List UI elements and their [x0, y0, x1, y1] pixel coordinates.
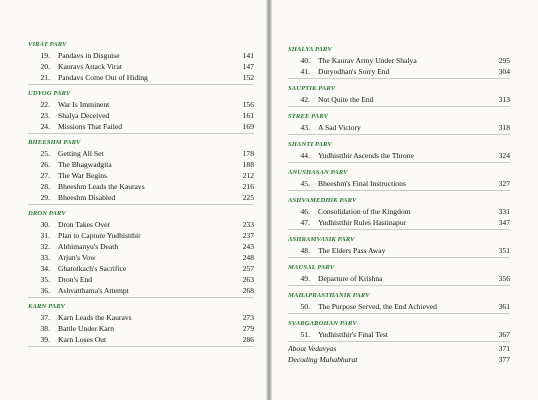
chapter-number: 26. — [40, 160, 50, 169]
contents-entry — [28, 99, 254, 110]
chapter-title: Arjun's Vow — [58, 253, 96, 262]
page-number: 212 — [242, 171, 254, 180]
chapter-number: 27. — [40, 171, 50, 180]
chapter-number: 25. — [40, 149, 50, 158]
chapter-number: 20. — [40, 62, 50, 71]
chapter-title: Ashvatthama's Attempt — [58, 286, 129, 295]
contents-entry — [28, 323, 254, 334]
section-heading: STREE PARV — [288, 113, 329, 120]
chapter-number: 34. — [40, 264, 50, 273]
page-number: 161 — [242, 111, 254, 120]
page-number: 318 — [498, 123, 510, 132]
contents-entry — [28, 219, 254, 230]
chapter-number: 19. — [40, 51, 50, 60]
chapter-title: Bheeshm Disabled — [58, 193, 116, 202]
contents-entry — [288, 329, 510, 340]
section-heading: KARN PARV — [28, 303, 66, 310]
divider-rule — [288, 134, 510, 135]
divider-rule — [28, 297, 254, 298]
contents-entry — [28, 72, 254, 83]
page-number: 248 — [242, 253, 254, 262]
chapter-number: 51. — [300, 330, 310, 339]
contents-entry — [288, 217, 510, 228]
chapter-number: 24. — [40, 122, 50, 131]
page-number: 216 — [242, 182, 254, 191]
contents-entry — [28, 263, 254, 274]
chapter-number: 37. — [40, 313, 50, 322]
appendix-title: Decoding Mahabharat — [288, 355, 358, 364]
contents-entry — [28, 50, 254, 61]
section-heading: BHEESHM PARV — [28, 139, 81, 146]
contents-entry — [28, 274, 254, 285]
chapter-title: The Bhagwadgita — [58, 160, 112, 169]
section-heading: DRON PARV — [28, 210, 66, 217]
chapter-number: 47. — [300, 218, 310, 227]
chapter-title: Karn Loses Out — [58, 335, 107, 344]
page-number: 237 — [242, 231, 254, 240]
page-number: 169 — [242, 122, 254, 131]
chapter-number: 49. — [300, 274, 310, 283]
chapter-title: Dron Takes Over — [58, 220, 111, 229]
contents-entry — [28, 312, 254, 323]
divider-rule — [288, 106, 510, 107]
divider-rule — [28, 346, 254, 347]
chapter-number: 39. — [40, 335, 50, 344]
divider-rule — [288, 229, 510, 230]
page-number: 178 — [242, 149, 254, 158]
section-heading: SHANTI PARV — [288, 141, 332, 148]
chapter-title: Abhimanyu's Death — [58, 242, 119, 251]
contents-entry — [288, 66, 510, 77]
page-number: 331 — [498, 207, 510, 216]
page-number: 156 — [242, 100, 254, 109]
page-number: 257 — [242, 264, 254, 273]
contents-entry — [288, 206, 510, 217]
contents-entry — [28, 252, 254, 263]
page-number: 327 — [498, 179, 510, 188]
chapter-title: Duryodhan's Sorry End — [318, 67, 390, 76]
page-number: 225 — [242, 193, 254, 202]
chapter-number: 31. — [40, 231, 50, 240]
chapter-title: The Purpose Served, the End Achieved — [318, 302, 437, 311]
chapter-number: 32. — [40, 242, 50, 251]
divider-rule — [288, 78, 510, 79]
divider-rule — [288, 257, 510, 258]
page-number: 356 — [498, 274, 510, 283]
divider-rule — [28, 133, 254, 134]
section-heading: SHALYA PARV — [288, 46, 332, 53]
appendix-entry — [288, 354, 510, 365]
chapter-number: 21. — [40, 73, 50, 82]
chapter-number: 45. — [300, 179, 310, 188]
chapter-number: 30. — [40, 220, 50, 229]
chapter-number: 46. — [300, 207, 310, 216]
page-number: 263 — [242, 275, 254, 284]
contents-entry — [288, 273, 510, 284]
right-page — [270, 0, 538, 400]
page-number: 233 — [242, 220, 254, 229]
chapter-title: Pandavs in Disguise — [58, 51, 120, 60]
divider-rule — [288, 313, 510, 314]
contents-list-left — [28, 36, 254, 348]
chapter-number: 36. — [40, 286, 50, 295]
divider-rule — [28, 84, 254, 85]
chapter-number: 50. — [300, 302, 310, 311]
page-number: 324 — [498, 151, 510, 160]
chapter-title: The War Begins — [58, 171, 108, 180]
chapter-title: Consolidation of the Kingdom — [318, 207, 411, 216]
page-number: 147 — [242, 62, 254, 71]
contents-entry — [288, 122, 510, 133]
page-number: 243 — [242, 242, 254, 251]
contents-entry — [28, 192, 254, 203]
page-number: 279 — [242, 324, 254, 333]
divider-rule — [288, 285, 510, 286]
page-number: 273 — [242, 313, 254, 322]
divider-rule — [288, 162, 510, 163]
page-number: 188 — [242, 160, 254, 169]
chapter-title: Kauravs Attack Virat — [58, 62, 122, 71]
chapter-number: 42. — [300, 95, 310, 104]
page-number: 286 — [242, 335, 254, 344]
section-heading: VIRAT PARV — [28, 41, 67, 48]
page-number: 304 — [498, 67, 510, 76]
chapter-title: Getting All Set — [58, 149, 104, 158]
page-number: 371 — [498, 344, 510, 353]
chapter-number: 43. — [300, 123, 310, 132]
page-number: 351 — [498, 246, 510, 255]
contents-entry — [28, 121, 254, 132]
page-number: 141 — [242, 51, 254, 60]
chapter-title: The Kaurav Army Under Shalya — [318, 56, 417, 65]
contents-entry — [28, 148, 254, 159]
chapter-title: Karn Leads the Kauravs — [58, 313, 132, 322]
chapter-title: A Sad Victory — [318, 123, 361, 132]
section-heading: MAHAPRASTHANIK PARV — [288, 292, 370, 299]
chapter-number: 44. — [300, 151, 310, 160]
divider-rule — [288, 341, 510, 342]
appendix-title: About Vedavyas — [288, 344, 337, 353]
section-heading: SVARGAROHAN PARV — [288, 320, 357, 327]
chapter-title: War Is Imminent — [58, 100, 110, 109]
page-number: 268 — [242, 286, 254, 295]
appendix-entry — [288, 343, 510, 354]
chapter-title: Dron's End — [58, 275, 93, 284]
chapter-title: Ghatotkach's Sacrifice — [58, 264, 127, 273]
contents-entry — [28, 61, 254, 72]
chapter-title: Bheeshm Leads the Kauravs — [58, 182, 145, 191]
chapter-title: The Elders Pass Away — [318, 246, 386, 255]
contents-entry — [28, 285, 254, 296]
chapter-number: 29. — [40, 193, 50, 202]
contents-list-right — [288, 40, 510, 365]
page-number: 313 — [498, 95, 510, 104]
chapter-number: 38. — [40, 324, 50, 333]
chapter-title: Shalya Deceived — [58, 111, 110, 120]
contents-entry — [288, 301, 510, 312]
chapter-title: Bheeshm's Final Instructions — [318, 179, 406, 188]
section-heading: SAUPTIK PARV — [288, 85, 336, 92]
page-number: 347 — [498, 218, 510, 227]
contents-entry — [28, 181, 254, 192]
page-number: 367 — [498, 330, 510, 339]
contents-entry — [288, 150, 510, 161]
chapter-number: 28. — [40, 182, 50, 191]
contents-entry — [28, 159, 254, 170]
chapter-title: Missions That Failed — [58, 122, 122, 131]
contents-entry — [28, 334, 254, 345]
contents-entry — [288, 55, 510, 66]
contents-entry — [28, 230, 254, 241]
page-number: 152 — [242, 73, 254, 82]
page-number: 295 — [498, 56, 510, 65]
chapter-title: Pandavs Come Out of Hiding — [58, 73, 148, 82]
left-page — [0, 0, 268, 400]
contents-entry — [28, 110, 254, 121]
chapter-number: 48. — [300, 246, 310, 255]
chapter-title: Not Quite the End — [318, 95, 374, 104]
chapter-number: 40. — [300, 56, 310, 65]
contents-entry — [288, 94, 510, 105]
page-number: 377 — [498, 355, 510, 364]
chapter-number: 41. — [300, 67, 310, 76]
chapter-title: Departure of Krishna — [318, 274, 383, 283]
section-heading: ASHVAMEDHIK PARV — [288, 197, 357, 204]
contents-entry — [28, 241, 254, 252]
chapter-number: 22. — [40, 100, 50, 109]
contents-entry — [28, 170, 254, 181]
chapter-title: Yudhistthir Ascends the Throne — [318, 151, 414, 160]
section-heading: MAUSAL PARV — [288, 264, 335, 271]
divider-rule — [288, 190, 510, 191]
contents-entry — [288, 245, 510, 256]
contents-entry — [288, 178, 510, 189]
section-heading: UDYOG PARV — [28, 90, 71, 97]
chapter-number: 33. — [40, 253, 50, 262]
chapter-title: Yudhistthir's Final Test — [318, 330, 388, 339]
section-heading: ASHRAMVASIK PARV — [288, 236, 355, 243]
page-number: 361 — [498, 302, 510, 311]
section-heading: ANUSHASAN PARV — [288, 169, 348, 176]
chapter-number: 35. — [40, 275, 50, 284]
chapter-title: Plan to Capture Yudhistthir — [58, 231, 141, 240]
chapter-title: Yudhistthir Rules Hastinapur — [318, 218, 407, 227]
chapter-title: Battle Under Karn — [58, 324, 115, 333]
chapter-number: 23. — [40, 111, 50, 120]
book-gutter — [266, 0, 272, 400]
divider-rule — [28, 204, 254, 205]
